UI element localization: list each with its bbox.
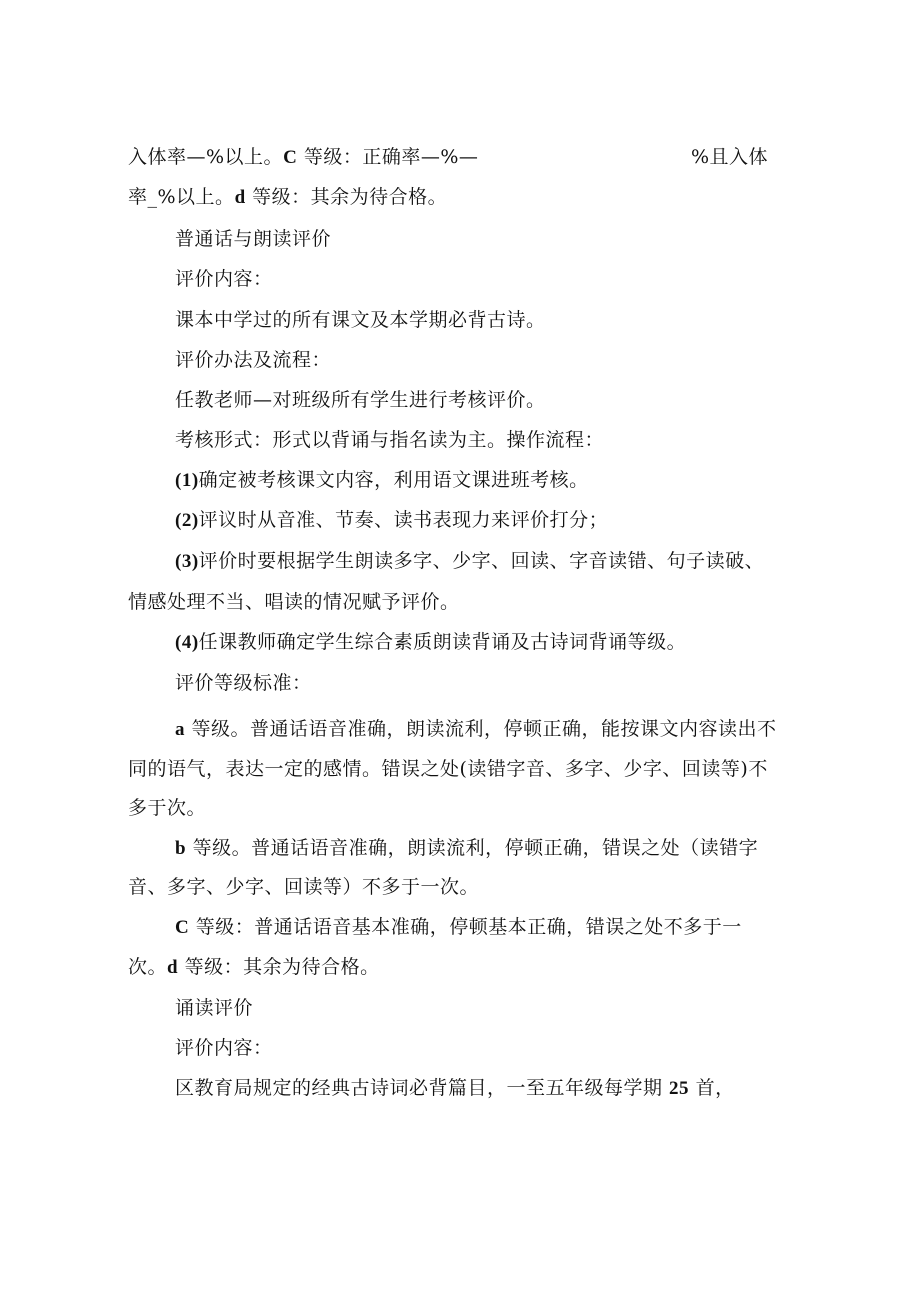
- grade-a-3: 多于次。: [128, 797, 207, 819]
- line-rate-c-grade-tail: %且入体: [691, 146, 769, 168]
- step-2: (2)评议时从音准、节奏、读书表现力来评价打分；: [175, 509, 609, 531]
- label-method-process: 评价办法及流程：: [175, 349, 332, 371]
- step-3: (3)评价时要根据学生朗读多字、少字、回读、字音读错、句子读破、: [175, 550, 765, 572]
- text-content-1: 课本中学过的所有课文及本学期必背古诗。: [175, 309, 546, 331]
- text-teacher-assess: 任教老师—对班级所有学生进行考核评价。: [175, 389, 546, 411]
- label-eval-content-1: 评价内容：: [175, 268, 273, 290]
- line-rate-c-grade: 入体率—%以上。C 等级：正确率—%—: [128, 146, 479, 168]
- grade-c-1: C 等级：普通话语音基本准确，停顿基本正确，错误之处不多于一: [175, 916, 742, 938]
- text-content-2: 区教育局规定的经典古诗词必背篇目，一至五年级每学期 25 首，: [175, 1077, 735, 1099]
- step-3-cont: 情感处理不当、唱读的情况赋予评价。: [128, 591, 460, 613]
- text-assess-form: 考核形式：形式以背诵与指名读为主。操作流程：: [175, 429, 605, 451]
- label-eval-content-2: 评价内容：: [175, 1037, 273, 1059]
- label-grade-standard: 评价等级标准：: [175, 672, 312, 694]
- step-4: (4)任课教师确定学生综合素质朗读背诵及古诗词背诵等级。: [175, 631, 687, 653]
- grade-a-1: a 等级。普通话语音准确，朗读流利，停顿正确，能按课文内容读出不: [175, 718, 777, 740]
- grade-b-2: 音、多字、少字、回读等）不多于一次。: [128, 876, 480, 898]
- grade-d: 次。d 等级：其余为待合格。: [128, 956, 380, 978]
- heading-recitation: 诵读评价: [175, 997, 254, 1019]
- step-1: (1)确定被考核课文内容，利用语文课进班考核。: [175, 469, 589, 491]
- grade-a-2: 同的语气，表达一定的感情。错误之处(读错字音、多字、少字、回读等)不: [128, 758, 768, 780]
- grade-b-1: b 等级。普通话语音准确，朗读流利，停顿正确，错误之处（读错字: [175, 837, 759, 859]
- line-rate-d-grade: 率_%以上。d 等级：其余为待合格。: [128, 186, 448, 208]
- heading-mandarin-reading: 普通话与朗读评价: [175, 228, 332, 250]
